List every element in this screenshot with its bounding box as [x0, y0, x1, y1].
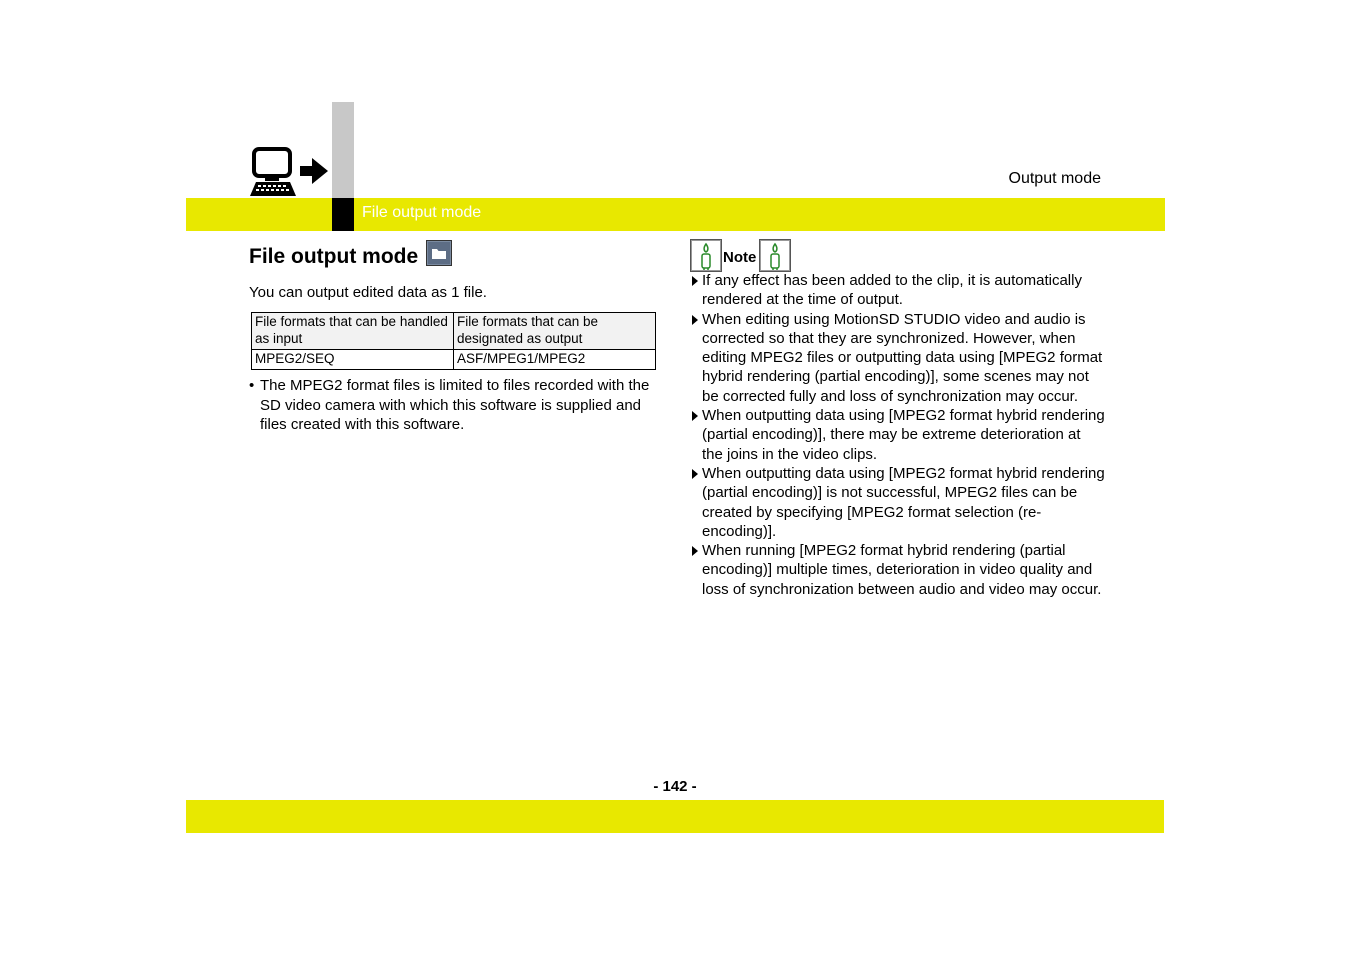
note-item-text: When running [MPEG2 format hybrid rendering (partial encoding)] multiple times, deterioration in video quality and loss of synchronization between audio and video may occur. [702, 542, 1102, 598]
note-item [690, 271, 1105, 310]
note-label: Note [723, 249, 757, 266]
arrow-right-icon [692, 315, 698, 325]
header-title: File output mode [362, 204, 482, 221]
table-header-cell: File formats that can be designated as output [454, 313, 656, 350]
note-list [690, 271, 1105, 599]
arrow-right-icon [692, 546, 698, 556]
header-gray-tab [332, 102, 354, 198]
table-row [252, 350, 656, 370]
note-item [690, 541, 1105, 599]
page-title-text: File output mode [249, 245, 419, 268]
footer-bar [186, 800, 1164, 833]
table-header-cell: File formats that can be handled as input [252, 313, 454, 350]
page-number: - 142 - [653, 778, 697, 795]
arrow-right-icon [692, 276, 698, 286]
note-item-text: When outputting data using [MPEG2 format hybrid rendering (partial encoding)], there may be extreme deterioration at the joins in the video clips. [702, 407, 1105, 463]
arrow-right-icon [692, 411, 698, 421]
page-title [249, 240, 452, 271]
bullet-note-text: The MPEG2 format files is limited to files recorded with the SD video camera with which this software is supplied and files created with this software. [260, 377, 650, 433]
file-formats-table [251, 312, 656, 370]
folder-icon [426, 240, 452, 266]
intro-text: You can output edited data as 1 file. [249, 284, 487, 301]
note-item [690, 464, 1105, 541]
header-black-block [332, 198, 354, 231]
note-item-text: When editing using MotionSD STUDIO video and audio is corrected so that they are synchronized. However, when editing MPEG2 files or outputting data using [MPEG2 format hybrid rendering (partial encoding)], some scenes may not be corrected fully and loss of synchronization may occur. [702, 310, 1103, 405]
candle-icon [759, 239, 791, 272]
arrow-right-icon [692, 469, 698, 479]
note-item [690, 310, 1105, 406]
note-item-text: If any effect has been added to the clip, it is automatically rendered at the time of output. [702, 272, 1082, 309]
bullet-note [249, 376, 661, 435]
table-cell: MPEG2/SEQ [252, 350, 454, 370]
note-item-text: When outputting data using [MPEG2 format hybrid rendering (partial encoding)] is not successful, MPEG2 files can be created by specifying [MPEG2 format selection (re-encoding)]. [702, 464, 1105, 540]
table-header-row [252, 313, 656, 350]
table-cell: ASF/MPEG1/MPEG2 [454, 350, 656, 370]
candle-icon [690, 239, 722, 272]
section-label: Output mode [1008, 170, 1101, 187]
bullet-dot: • [249, 377, 255, 394]
computer-output-icon [250, 146, 330, 200]
note-item [690, 406, 1105, 464]
